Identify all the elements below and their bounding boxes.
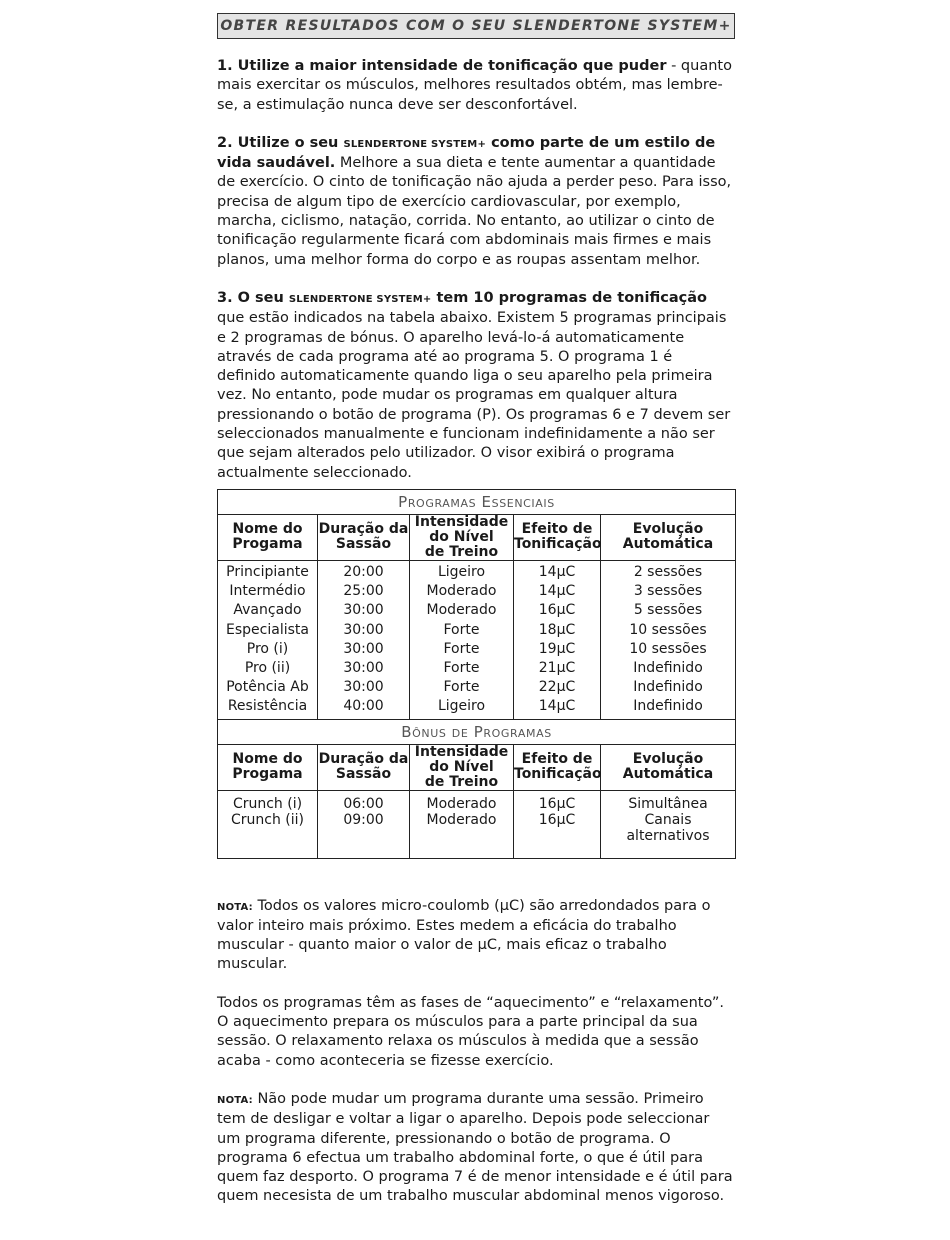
essential-names xyxy=(218,560,318,719)
list-item: 22μC xyxy=(538,679,576,696)
list-item: Simultânea xyxy=(628,795,708,812)
list-item: Moderado xyxy=(426,795,497,812)
bonus-header-row xyxy=(218,744,736,790)
col-header-intensity: Intensidade do Nível de Treino xyxy=(410,514,514,560)
essential-intensity xyxy=(410,560,514,719)
col-header-name: Nome do Progama xyxy=(218,514,318,560)
list-item: Pro (i) xyxy=(246,640,289,657)
note-1-label: NOTA: xyxy=(217,901,253,913)
list-item: 21μC xyxy=(538,659,576,676)
tip-2-brand: SLENDERTONE SYSTEM+ xyxy=(343,138,487,150)
bonus-evolution xyxy=(601,790,736,858)
list-item: Indefinido xyxy=(633,698,703,715)
list-item: 10 sessões xyxy=(629,621,707,638)
list-item: 20:00 xyxy=(343,563,384,580)
col-header-effect: Efeito de Tonificação xyxy=(514,514,601,560)
list-item: 09:00 xyxy=(343,811,384,828)
bonus-durations xyxy=(318,790,410,858)
section-banner: OBTER RESULTADOS COM O SEU SLENDERTONE SYSTEM+ xyxy=(217,13,735,39)
essential-body-row xyxy=(218,560,736,719)
manual-page xyxy=(217,13,735,1207)
essential-durations xyxy=(318,560,410,719)
list-item: 3 sessões xyxy=(633,583,703,600)
list-item: 14μC xyxy=(538,563,576,580)
list-item: Pro (ii) xyxy=(244,659,291,676)
list-item: Moderado xyxy=(426,811,497,828)
note-2 xyxy=(217,1090,735,1207)
list-item: Crunch (ii) xyxy=(230,811,304,828)
list-item: 06:00 xyxy=(343,795,384,812)
list-item: 30:00 xyxy=(343,621,384,638)
list-item: Forte xyxy=(443,621,480,638)
col-header-duration: Duração da Sassão xyxy=(318,744,410,790)
list-item: Principiante xyxy=(226,563,309,580)
tip-2-heading-b: como parte de um estilo de vida saudável. xyxy=(217,134,716,172)
list-item: 30:00 xyxy=(343,602,384,619)
list-item: 18μC xyxy=(538,621,576,638)
tip-1 xyxy=(217,57,735,115)
list-item: Forte xyxy=(443,679,480,696)
list-item: 16μC xyxy=(538,602,576,619)
list-item: 14μC xyxy=(538,583,576,600)
col-header-evolution: Evolução Automática xyxy=(601,744,736,790)
list-item: Avançado xyxy=(233,602,302,619)
list-item: Ligeiro xyxy=(437,698,486,715)
list-item: 16μC xyxy=(538,795,576,812)
tip-3-heading-a: 3. O seu xyxy=(217,289,289,306)
list-item: Indefinido xyxy=(633,679,703,696)
list-item: Intermédio xyxy=(229,583,306,600)
phases-paragraph: Todos os programas têm as fases de “aquecimento” e “relaxamento”. O aquecimento prepara os músculos para a parte principal da sua sessão. O relaxamento relaxa os músculos à medida que a sessão acaba - como aconteceria se fizesse exercício. xyxy=(217,994,724,1069)
list-item: Moderado xyxy=(426,602,497,619)
list-item: Forte xyxy=(443,659,480,676)
list-item: 19μC xyxy=(538,640,576,657)
essential-programs-title: Programas Essenciais xyxy=(218,489,736,514)
essential-header-row xyxy=(218,514,736,560)
tip-3-text: que estão indicados na tabela abaixo. Existem 5 programas principais e 2 programas de bónus. O aparelho levá-lo-á automaticamente através de cada programa até ao programa 5. O programa 1 é definido automaticamente quando liga o seu aparelho pela primeira vez. No entanto, pode mudar os programas em qualquer altura pressionando o botão de programa (P). Os programas 6 e 7 devem ser seleccionados manualmente e funcionam indefinidamente a não ser que sejam alterados pelo utilizador. O visor exibirá o programa actualmente seleccionado. xyxy=(217,310,731,481)
note-2-text: Não pode mudar um programa durante uma sessão. Primeiro tem de desligar e voltar a ligar o aparelho. Depois pode seleccionar um programa diferente, pressionando o botão de programa. O programa 6 efectua um trabalho abdominal forte, o que é útil para quem faz desporto. O programa 7 é de menor intensidade e é útil para quem necesista de um trabalho muscular abdominal menos vigoroso. xyxy=(217,1090,733,1205)
tip-3 xyxy=(217,289,735,483)
note-1-text: Todos os valores micro-coulomb (μC) são arredondados para o valor inteiro mais próximo. Estes medem a eficácia do trabalho muscular - quanto maior o valor de μC, mais eficaz o trabalho muscular. xyxy=(217,897,711,973)
col-header-evolution: Evolução Automática xyxy=(601,514,736,560)
list-item: Ligeiro xyxy=(437,563,486,580)
tip-2-heading-a: 2. Utilize o seu xyxy=(217,134,344,151)
bonus-body-row xyxy=(218,790,736,858)
list-item: 30:00 xyxy=(343,679,384,696)
list-item: 5 sessões xyxy=(633,602,703,619)
list-item: Moderado xyxy=(426,583,497,600)
list-item: 30:00 xyxy=(343,640,384,657)
tip-2-text: Melhore a sua dieta e tente aumentar a quantidade de exercício. O cinto de tonificação não ajuda a perder peso. Para isso, precisa de algum tipo de exercício cardiovascular, por exemplo, marcha, ciclismo, natação, corrida. No entanto, ao utilizar o cinto de tonificação regularmente ficará com abdominais mais firmes e mais planos, uma melhor forma do corpo e as roupas assentam melhor. xyxy=(217,155,732,268)
tip-1-text: - quanto mais exercitar os músculos, melhores resultados obtém, mas lembre-se, a estimulação nunca deve ser desconfortável. xyxy=(217,58,732,113)
essential-effect xyxy=(514,560,601,719)
list-item: Especialista xyxy=(226,621,309,638)
programs-table xyxy=(217,489,736,859)
col-header-name: Nome do Progama xyxy=(218,744,318,790)
list-item: 30:00 xyxy=(343,659,384,676)
bonus-names xyxy=(218,790,318,858)
tip-3-heading-b: tem 10 programas de tonificação xyxy=(431,289,707,306)
tip-3-brand: SLENDERTONE SYSTEM+ xyxy=(288,293,432,305)
col-header-duration: Duração da Sassão xyxy=(318,514,410,560)
note-2-label: NOTA: xyxy=(217,1094,253,1106)
list-item: 10 sessões xyxy=(629,640,707,657)
list-item: Resistência xyxy=(227,698,308,715)
list-item: 40:00 xyxy=(343,698,384,715)
list-item: Canais xyxy=(644,811,692,828)
list-item: alternativos xyxy=(626,827,710,844)
list-item: 14μC xyxy=(538,698,576,715)
bonus-intensity xyxy=(410,790,514,858)
list-item: Potência Ab xyxy=(226,679,309,696)
list-item: Crunch (i) xyxy=(232,795,303,812)
list-item: Indefinido xyxy=(633,659,703,676)
col-header-intensity: Intensidade do Nível de Treino xyxy=(410,744,514,790)
note-1 xyxy=(217,897,735,975)
essential-evolution xyxy=(601,560,736,719)
bonus-effect xyxy=(514,790,601,858)
list-item: 2 sessões xyxy=(633,563,703,580)
bonus-programs-title: Bônus de Programas xyxy=(218,719,736,744)
list-item: 16μC xyxy=(538,811,576,828)
tip-1-heading: 1. Utilize a maior intensidade de tonificação que puder xyxy=(217,58,667,74)
tip-2 xyxy=(217,134,735,270)
list-item: 25:00 xyxy=(343,583,384,600)
col-header-effect: Efeito de Tonificação xyxy=(514,744,601,790)
list-item: Forte xyxy=(443,640,480,657)
